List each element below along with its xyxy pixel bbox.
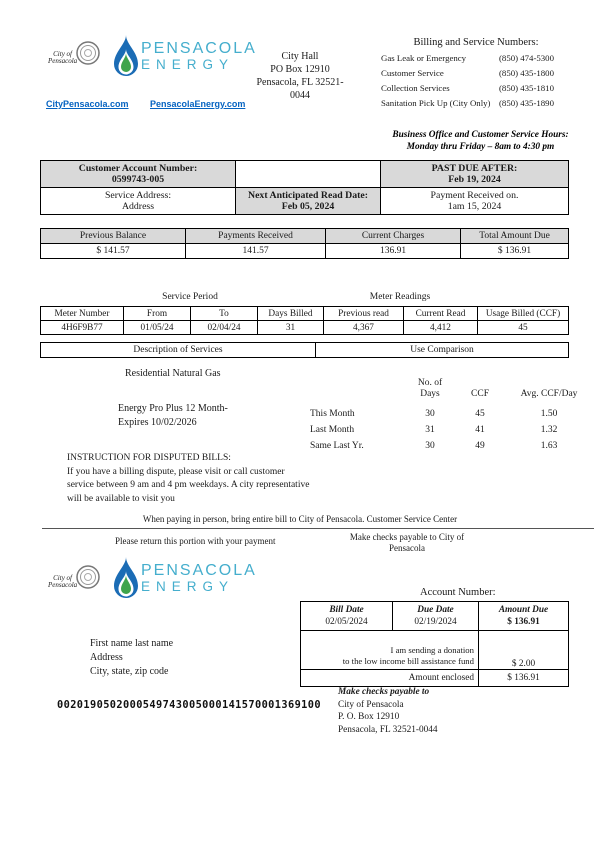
- make-checks-line1: Make checks payable to City of: [349, 532, 465, 542]
- addressee-address: Address: [90, 652, 123, 663]
- meter-header: Usage Billed (CCF): [478, 307, 569, 321]
- row-days: 30: [425, 409, 435, 419]
- period-from-value: 01/05/24: [124, 321, 191, 335]
- amount-due-cell: [479, 602, 569, 631]
- days-label: Days: [420, 389, 440, 399]
- phone-row: [381, 98, 573, 108]
- phone-value: (850) 435-1810: [499, 83, 554, 93]
- billing-numbers-title: Billing and Service Numbers:: [413, 37, 539, 48]
- account-summary-table: [40, 160, 569, 215]
- row-label: Last Month: [310, 425, 355, 435]
- comparison-row: [310, 438, 592, 454]
- payment-stub-table: [300, 601, 569, 687]
- bill-date-label: Bill Date: [329, 605, 364, 615]
- city-seal-text: [48, 51, 77, 65]
- balance-header: Total Amount Due: [461, 229, 569, 244]
- ccf-header: CCF: [471, 389, 489, 399]
- phone-value: (850) 435-1800: [499, 68, 554, 78]
- row-ccf: 45: [475, 409, 485, 419]
- row-avg: 1.50: [540, 409, 558, 419]
- previous-balance-value: $ 141.57: [41, 244, 186, 259]
- phone-row: [381, 53, 573, 63]
- empty-cell: [310, 378, 406, 400]
- amount-enclosed-row: [301, 670, 569, 687]
- disputed-line: will be available to visit you: [67, 493, 175, 504]
- meter-header: Days Billed: [258, 307, 324, 321]
- payment-received-label: Payment Received on.: [430, 190, 519, 201]
- meter-header-row: [41, 307, 569, 321]
- row-days: 30: [425, 441, 435, 451]
- micr-line: 0020190502000549743005000141570001369100: [57, 699, 321, 711]
- comparison-row: [310, 406, 592, 422]
- donation-amount-value: $ 2.00: [511, 659, 536, 669]
- balance-header: Current Charges: [326, 229, 461, 244]
- due-date-value: 02/19/2024: [414, 617, 457, 627]
- link-pensacolaenergy[interactable]: PensacolaEnergy.com: [150, 99, 246, 109]
- balance-header: Payments Received: [186, 229, 326, 244]
- use-comparison-header: Use Comparison: [316, 343, 569, 358]
- meter-header: From: [124, 307, 191, 321]
- seal-line1: City of: [53, 573, 73, 582]
- phone-row: [381, 83, 573, 93]
- customer-account-cell: [41, 161, 236, 188]
- meter-header: Current Read: [404, 307, 478, 321]
- logo-name: PENSACOLA: [141, 40, 257, 57]
- city-seal-logo: [48, 38, 105, 77]
- city-seal-text: [48, 575, 77, 589]
- disputed-line: service between 9 am and 4 pm weekdays. A city representative: [67, 480, 310, 490]
- energy-logo-text-stub: [141, 563, 257, 594]
- current-charges-value: 136.91: [326, 244, 461, 259]
- addressee-name: First name last name: [90, 638, 174, 649]
- row-avg: 1.63: [540, 441, 558, 451]
- past-due-date: Feb 19, 2024: [448, 174, 501, 185]
- seal-line2: Pensacola: [48, 56, 78, 65]
- services-header-table: [40, 342, 569, 358]
- address-line: City Hall: [281, 51, 319, 62]
- phone-label: Customer Service: [381, 68, 444, 78]
- amount-enclosed-label: Amount enclosed: [301, 670, 479, 687]
- hours-line2: Monday thru Friday – 8am to 4:30 pm: [406, 142, 555, 152]
- balance-table: [40, 228, 569, 259]
- use-comparison-table: [310, 378, 592, 454]
- seal-line2: Pensacola: [48, 580, 78, 589]
- make-checks-line2: Pensacola: [389, 543, 425, 553]
- amount-enclosed-value[interactable]: $ 136.91: [479, 670, 569, 687]
- service-period-label: Service Period: [162, 292, 218, 302]
- logo-sub: ENERGY: [141, 579, 235, 594]
- payment-received-date: 1am 15, 2024: [447, 201, 502, 212]
- past-due-label: PAST DUE AFTER:: [431, 163, 518, 174]
- flame-icon: [113, 34, 139, 85]
- row-ccf: 41: [475, 425, 485, 435]
- office-hours: [383, 129, 578, 153]
- service-address-value: Address: [121, 201, 155, 212]
- meter-number-value: 4H6F9B77: [41, 321, 124, 335]
- balance-value-row: [41, 244, 569, 259]
- donation-line2: to the low income bill assistance fund: [342, 656, 474, 666]
- plan-line1: Energy Pro Plus 12 Month-: [118, 403, 228, 414]
- phone-label: Gas Leak or Emergency: [381, 53, 467, 63]
- phone-label: Sanitation Pick Up (City Only): [381, 98, 491, 108]
- read-date-label: Next Anticipated Read Date:: [248, 190, 368, 201]
- amount-due-value: $ 136.91: [507, 617, 540, 627]
- payments-received-value: 141.57: [186, 244, 326, 259]
- phone-value: (850) 435-1890: [499, 98, 554, 108]
- service-name: Residential Natural Gas: [125, 368, 221, 379]
- current-read-value: 4,412: [404, 321, 478, 335]
- row-avg: 1.32: [540, 425, 558, 435]
- payto-note: Make checks payable to: [338, 687, 430, 697]
- total-amount-due-value: $ 136.91: [461, 244, 569, 259]
- addressee-block: [90, 637, 173, 679]
- comparison-header-row: [310, 378, 592, 400]
- no-of-label: No. of: [417, 378, 443, 388]
- remit-address-block: [240, 50, 360, 102]
- make-checks-note: [322, 532, 492, 554]
- donation-row: [301, 631, 569, 670]
- meter-header: Previous read: [324, 307, 404, 321]
- meter-header: Meter Number: [41, 307, 124, 321]
- seal-line1: City of: [53, 49, 73, 58]
- return-portion-note: Please return this portion with your payment: [115, 536, 276, 546]
- read-date-value: Feb 05, 2024: [281, 201, 335, 212]
- disputed-bills-block: [67, 452, 309, 506]
- row-label: This Month: [310, 409, 355, 419]
- account-number-value: 0599743-005: [111, 174, 165, 185]
- amount-due-label: Amount Due: [498, 605, 549, 615]
- row-ccf: 49: [475, 441, 485, 451]
- payto-name: City of Pensacola: [338, 699, 404, 710]
- bill-date-value: 02/05/2024: [325, 617, 368, 627]
- phone-label: Collection Services: [381, 83, 450, 93]
- balance-header-row: [41, 229, 569, 244]
- description-of-services-header: Description of Services: [41, 343, 316, 358]
- service-address-label: Service Address:: [104, 190, 172, 201]
- row-days: 31: [425, 425, 435, 435]
- city-seal-logo-stub: [48, 562, 105, 601]
- stub-header-row: [301, 602, 569, 631]
- comparison-row: [310, 422, 592, 438]
- donation-line1: I am sending a donation: [390, 645, 474, 655]
- read-date-cell: [236, 188, 381, 215]
- avg-ccf-day-header: Avg. CCF/Day: [520, 389, 578, 399]
- bill-date-cell: [301, 602, 393, 631]
- row-label: Same Last Yr.: [310, 441, 364, 451]
- donation-label-cell: [301, 631, 479, 670]
- payto-pobox: P. O. Box 12910: [338, 712, 400, 722]
- payto-city: Pensacola, FL 32521-0044: [338, 724, 438, 735]
- phone-row: [381, 68, 573, 78]
- tear-line: [42, 528, 594, 529]
- pay-in-person-note: When paying in person, bring entire bill to City of Pensacola. Customer Service Center: [142, 514, 458, 524]
- link-citypensacola[interactable]: CityPensacola.com: [46, 99, 129, 109]
- address-line: PO Box 12910: [270, 64, 330, 75]
- plan-block: [118, 402, 228, 430]
- address-line: Pensacola, FL 32521-: [256, 77, 344, 88]
- hours-line1: Business Office and Customer Service Hours:: [392, 130, 569, 140]
- disputed-title: INSTRUCTION FOR DISPUTED BILLS:: [67, 453, 231, 463]
- no-of-days-header: [406, 378, 454, 400]
- flame-icon: [113, 556, 139, 607]
- plan-line2: Expires 10/02/2026: [118, 417, 197, 428]
- address-line: 0044: [290, 90, 310, 101]
- stub-account-number-label: Account Number:: [420, 587, 496, 598]
- days-billed-value: 31: [258, 321, 324, 335]
- due-date-cell: [393, 602, 479, 631]
- period-to-value: 02/04/24: [191, 321, 258, 335]
- disputed-line: If you have a billing dispute, please visit or call customer: [67, 466, 285, 477]
- payment-received-cell: [381, 188, 569, 215]
- logo-name: PENSACOLA: [141, 562, 257, 579]
- past-due-cell: [381, 161, 569, 188]
- balance-header: Previous Balance: [41, 229, 186, 244]
- service-address-cell: [41, 188, 236, 215]
- due-date-label: Due Date: [417, 605, 454, 615]
- phone-value: (850) 474-5300: [499, 53, 554, 63]
- billing-numbers-block: [381, 37, 573, 108]
- logo-sub: ENERGY: [141, 57, 235, 72]
- donation-amount-cell[interactable]: [479, 631, 569, 670]
- empty-cell: [236, 161, 381, 188]
- meter-header: To: [191, 307, 258, 321]
- meter-value-row: [41, 321, 569, 335]
- meter-readings-label: Meter Readings: [369, 292, 431, 302]
- addressee-city: City, state, zip code: [90, 666, 169, 677]
- meter-table: [40, 306, 569, 335]
- account-number-label: Customer Account Number:: [78, 163, 198, 174]
- previous-read-value: 4,367: [324, 321, 404, 335]
- usage-billed-value: 45: [478, 321, 569, 335]
- payto-block: [338, 686, 438, 736]
